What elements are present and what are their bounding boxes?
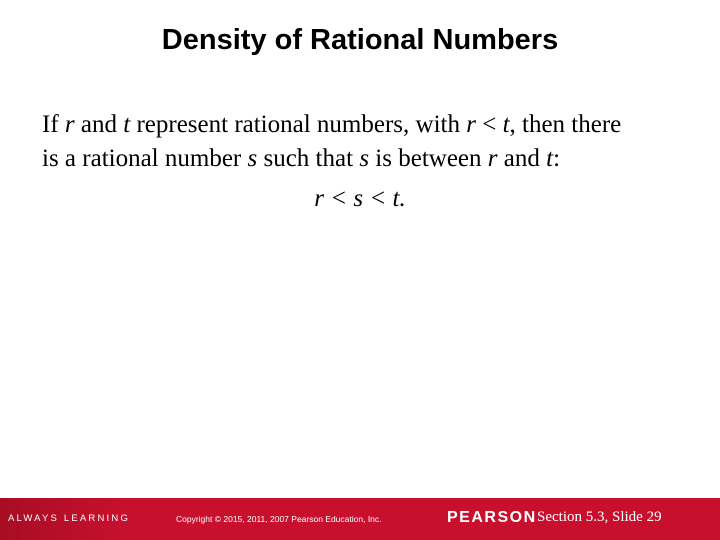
text-fragment: :: [553, 145, 561, 172]
always-learning-tagline: ALWAYS LEARNING: [8, 513, 131, 524]
text-fragment: is a rational number: [42, 145, 248, 172]
variable-t: t: [123, 111, 131, 138]
text-fragment: and: [74, 111, 124, 138]
slide-number: Section 5.3, Slide 29: [537, 509, 662, 525]
variable-t: t: [502, 111, 510, 138]
text-fragment: such that: [257, 145, 360, 172]
text-fragment: represent rational numbers, with: [130, 111, 467, 138]
inequality-formula: r < s < t.: [314, 185, 406, 212]
body-line-1: [42, 108, 702, 142]
footer-bar: [0, 498, 720, 540]
text-fragment: <: [475, 111, 503, 138]
pearson-logo: PEARSON: [447, 509, 537, 526]
body-line-2: [42, 142, 702, 176]
variable-s: s: [359, 145, 370, 172]
body-paragraph: [42, 108, 702, 176]
variable-r: r: [466, 111, 476, 138]
variable-s: s: [247, 145, 258, 172]
slide-title: Density of Rational Numbers: [161, 24, 559, 56]
text-fragment: and: [497, 145, 547, 172]
variable-t: t: [546, 145, 554, 172]
text-fragment: is between: [369, 145, 488, 172]
text-fragment: , then there: [509, 111, 622, 138]
copyright-notice: Copyright © 2015, 2011, 2007 Pearson Education, Inc.: [176, 514, 382, 524]
variable-r: r: [487, 145, 498, 172]
text-fragment: If: [42, 111, 65, 138]
variable-r: r: [64, 111, 75, 138]
